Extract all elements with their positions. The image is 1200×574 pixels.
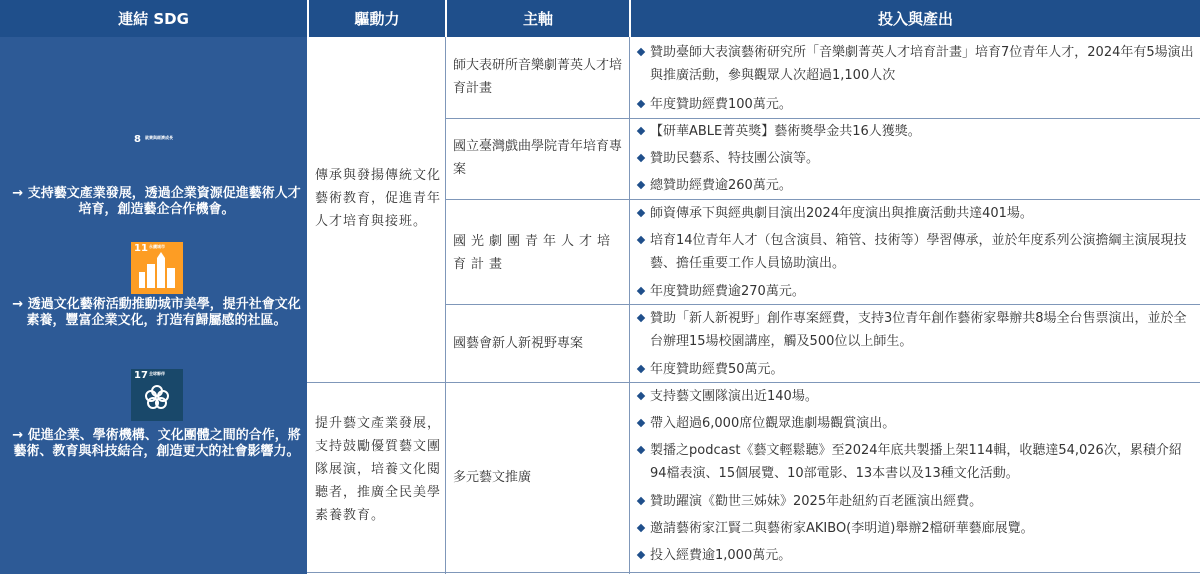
output-item: 總贊助經費逾260萬元。 — [636, 174, 1196, 197]
output-list-4 — [636, 307, 1196, 381]
sdg-8-icon — [131, 133, 183, 185]
output-list-5 — [636, 385, 1196, 567]
output-item: 帶入超過6,000席位觀眾進劇場觀賞演出。 — [636, 412, 1196, 439]
sdg-11-icon — [131, 242, 183, 294]
header-sdg: 連結 SDG — [0, 0, 307, 37]
sdg-11-text: → 透過文化藝術活動推動城市美學，提升社會文化素養，豐富企業文化，打造有歸屬感的社區。 — [12, 297, 301, 328]
sdg-8-title: 就業與經濟成長 — [145, 135, 173, 140]
sdg-8-number: 8 — [134, 134, 141, 145]
output-item: 贊助躍演《勸世三姊妹》2025年赴紐約百老匯演出經費。 — [636, 490, 1196, 517]
output-item: 師資傳承下與經典劇目演出2024年度演出與推廣活動共達401場。 — [636, 202, 1196, 229]
output-item: 贊助民藝系、特技團公演等。 — [636, 147, 1196, 174]
axis-2: 國立臺灣戲曲學院青年培育專案 — [453, 139, 623, 177]
header-driver: 驅動力 — [309, 0, 445, 37]
output-item: 投入經費逾1,000萬元。 — [636, 544, 1196, 567]
header-output: 投入與產出 — [631, 0, 1200, 37]
sdg-11-title: 永續城市 — [149, 244, 165, 249]
sdg-8-text: → 支持藝文產業發展，透過企業資源促進藝術人才培育，創造藝企合作機會。 — [12, 186, 301, 217]
sdg-column — [0, 37, 307, 574]
table-bottom-border — [307, 572, 1200, 573]
axis-3: 國光劇團青年人才培育計畫 — [453, 234, 616, 272]
output-item: 年度贊助經費50萬元。 — [636, 358, 1196, 381]
sdg-17-number: 17 — [134, 370, 148, 381]
axis-5: 多元藝文推廣 — [453, 470, 532, 485]
header-axis: 主軸 — [447, 0, 629, 37]
sdg-17-text: → 促進企業、學術機構、文化團體之間的合作，將藝術、教育與科技結合，創造更大的社會影響力。 — [12, 428, 301, 459]
sdg-17-icon — [131, 369, 183, 421]
output-item: 支持藝文團隊演出近140場。 — [636, 385, 1196, 412]
row-divider — [307, 382, 1200, 383]
driver-2: 提升藝文產業發展，支持鼓勵優質藝文團隊展演，培養文化閱聽者，推廣全民美學素養教育。 — [315, 416, 442, 523]
row-divider — [445, 118, 1200, 119]
driver-1: 傳承與發揚傳統文化藝術教育，促進青年人才培育與接班。 — [315, 168, 442, 229]
output-list-2 — [636, 120, 1196, 197]
output-item: 製播之podcast《藝文輕鬆聽》至2024年底共製播上架114輯，收聽達54,026次，累積介紹94檔表演、15個展覽、10部電影、13本書以及13種文化活動。 — [636, 439, 1196, 490]
output-item: 年度贊助經費逾270萬元。 — [636, 280, 1196, 303]
sdg-17-title: 全球夥伴 — [149, 371, 165, 376]
row-divider — [445, 304, 1200, 305]
output-item: 贊助臺師大表演藝術研究所「音樂劇菁英人才培育計畫」培育7位青年人才，2024年有5場演出與推廣活動，參與觀眾人次超過1,100人次 — [636, 41, 1196, 93]
row-divider — [445, 199, 1200, 200]
sdg-11-number: 11 — [134, 243, 148, 254]
axis-1: 師大表研所音樂劇菁英人才培育計畫 — [453, 58, 623, 96]
output-list-3 — [636, 202, 1196, 303]
output-item: 邀請藝術家江賢二與藝術家AKIBO(李明道)舉辦2檔研華藝廊展覽。 — [636, 517, 1196, 544]
output-item: 培育14位青年人才（包含演員、箱管、技術等）學習傳承，並於年度系列公演擔綱主演展現技藝、擔任重要工作人員協助演出。 — [636, 229, 1196, 280]
output-list-1 — [636, 41, 1196, 116]
axis-4: 國藝會新人新視野專案 — [453, 336, 584, 351]
output-item: 贊助「新人新視野」創作專案經費，支持3位青年創作藝術家舉辦共8場全台售票演出，並於全台辦理15場校園講座，觸及500位以上師生。 — [636, 307, 1196, 358]
output-item: 年度贊助經費100萬元。 — [636, 93, 1196, 116]
output-item: 【研華ABLE菁英獎】藝術獎學金共16人獲獎。 — [636, 120, 1196, 147]
